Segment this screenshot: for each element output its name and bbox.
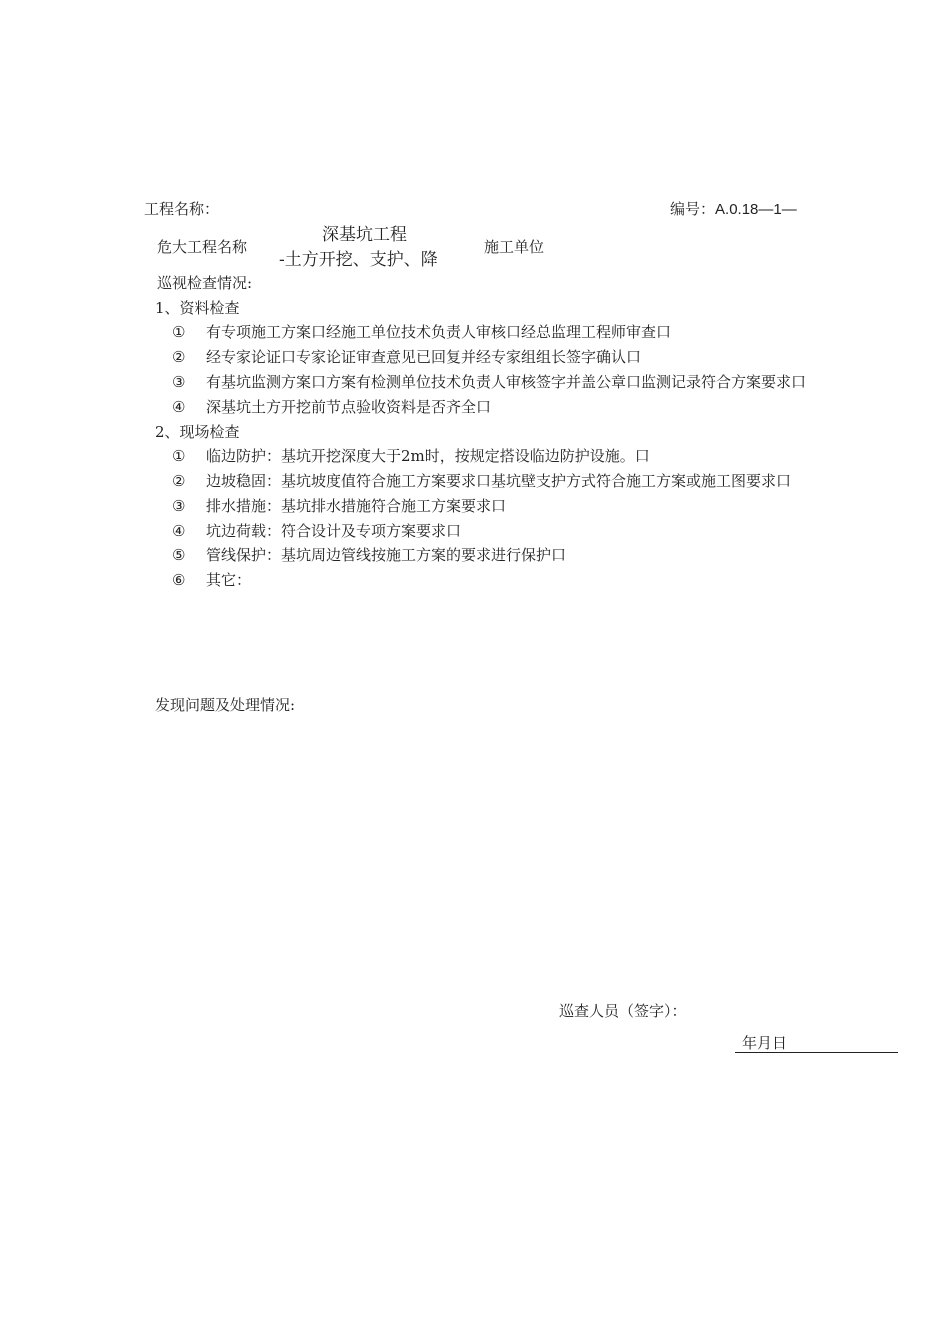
danger-project-value-line2: -土方开挖、支护、降 (279, 250, 438, 270)
section2-item (172, 524, 461, 539)
section2-item (172, 573, 251, 588)
item-number: ⑤ (172, 546, 186, 564)
item-text: 有基坑监测方案口方案有检测单位技术负责人审核签字并盖公章口监测记录符合方案要求口 (206, 373, 807, 391)
section1-title: 1、资料检查 (155, 299, 240, 317)
date-label: 年月日 (742, 1034, 788, 1052)
item-number: ⑥ (172, 571, 186, 589)
item-number: ② (172, 472, 186, 490)
danger-project-label: 危大工程名称 (157, 238, 248, 256)
section2-item (172, 449, 650, 464)
serial-label: 编号： (670, 200, 716, 218)
item-number: ③ (172, 497, 186, 515)
item-number: ① (172, 323, 186, 341)
section1-item (172, 375, 806, 390)
item-number: ④ (172, 522, 186, 540)
section2-item (172, 474, 791, 489)
serial-number (670, 202, 797, 217)
section2-title: 2、现场检查 (155, 423, 240, 441)
item-text: 排水措施：基坑排水措施符合施工方案要求口 (206, 497, 507, 515)
item-number: ② (172, 348, 186, 366)
item-text: 管线保护：基坑周边管线按施工方案的要求进行保护口 (206, 546, 567, 564)
section1-item (172, 325, 671, 340)
section1-item (172, 400, 491, 415)
item-text: 有专项施工方案口经施工单位技术负责人审核口经总监理工程师审查口 (206, 323, 672, 341)
item-number: ④ (172, 398, 186, 416)
danger-project-value-line1: 深基坑工程 (322, 225, 407, 245)
item-text: 其它： (206, 571, 252, 589)
inspector-signature-label: 巡查人员（签字）： (559, 1002, 687, 1020)
item-text: 深基坑土方开挖前节点验收资料是否齐全口 (206, 398, 492, 416)
item-text: 边坡稳固：基坑坡度值符合施工方案要求口基坑壁支护方式符合施工方案或施工图要求口 (206, 472, 792, 490)
item-text: 临边防护：基坑开挖深度大于2m时，按规定搭设临边防护设施。口 (206, 447, 650, 465)
section1-item (172, 350, 641, 365)
item-number: ③ (172, 373, 186, 391)
item-text: 经专家论证口专家论证审查意见已回复并经专家组组长签字确认口 (206, 348, 642, 366)
item-number: ① (172, 447, 186, 465)
project-name-label: 工程名称： (144, 200, 220, 218)
section2-item (172, 499, 506, 514)
inspection-heading: 巡视检查情况: (157, 274, 253, 292)
construction-unit-label: 施工单位 (484, 238, 545, 256)
serial-value: A.0.18—1— (715, 201, 797, 218)
section2-item (172, 548, 566, 563)
item-text: 坑边荷载：符合设计及专项方案要求口 (206, 522, 462, 540)
findings-label: 发现问题及处理情况: (155, 696, 296, 714)
